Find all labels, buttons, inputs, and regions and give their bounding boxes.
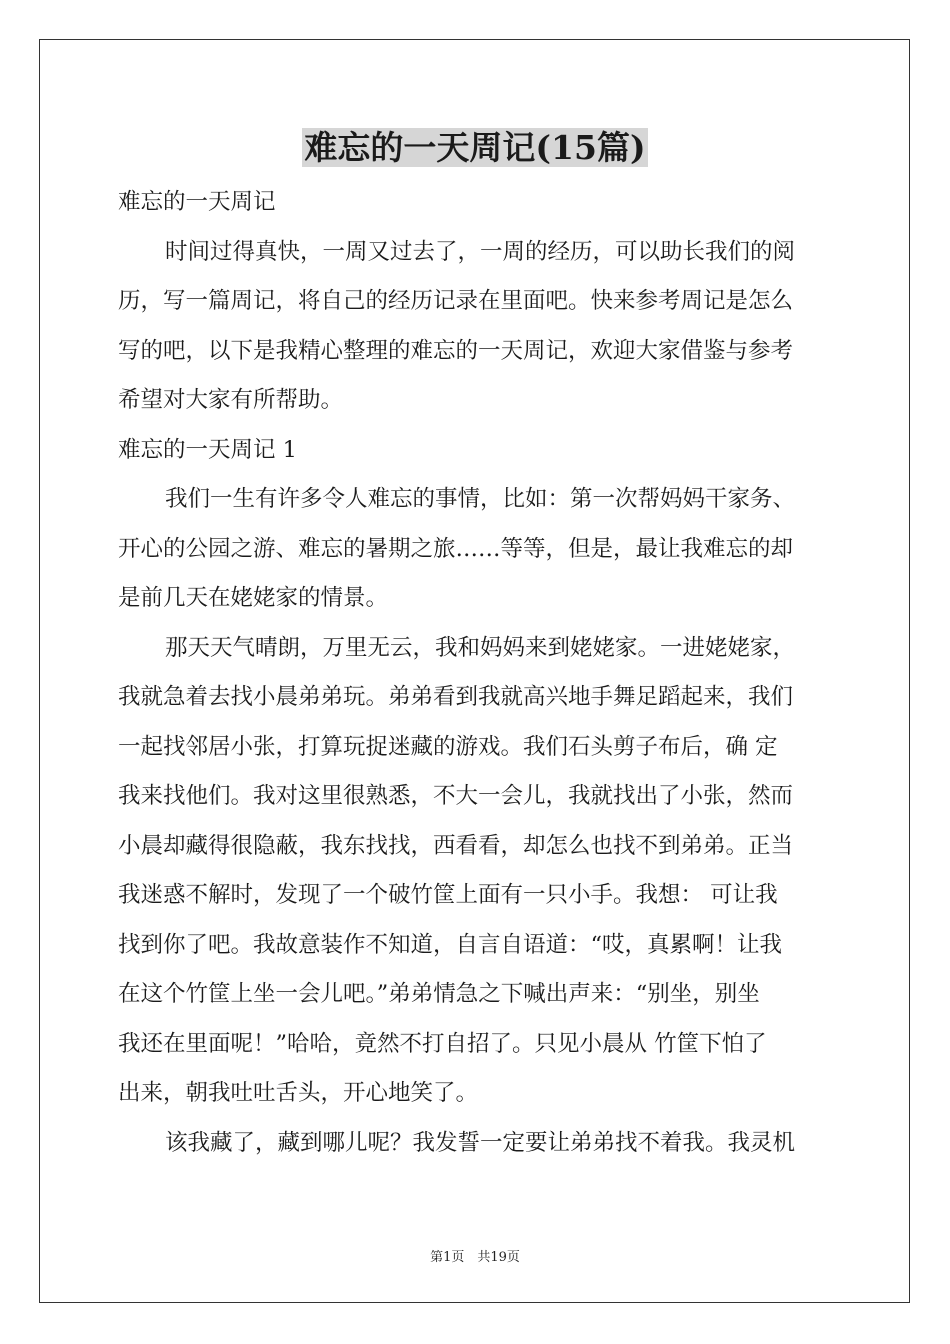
paragraph-line: 一起找邻居小张，打算玩捉迷藏的游戏。我们石头剪子布后，确 定: [118, 733, 778, 760]
document-body: [118, 178, 836, 1168]
paragraph-line: 是前几天在姥姥家的情景。: [118, 585, 389, 611]
document-title: [0, 126, 950, 170]
paragraph-line: 出来，朝我吐吐舌头，开心地笑了。: [118, 1080, 479, 1106]
section-heading-line: 难忘的一天周记 1: [118, 436, 297, 463]
paragraph-line: 我就急着去找小晨弟弟玩。弟弟看到我就高兴地手舞足蹈起来，我们: [118, 684, 794, 710]
paragraph-line: 小晨却藏得很隐蔽，我东找找，西看看，却怎么也找不到弟弟。正当: [118, 832, 794, 859]
paragraph-line: 我们一生有许多令人难忘的事情，比如：第一次帮妈妈干家务、: [165, 486, 796, 512]
page-footer: 第1页 共19页: [430, 1250, 520, 1265]
paragraph-line: 在这个竹筐上坐一会儿吧。”弟弟情急之下喊出声来：“别坐，别坐: [118, 981, 760, 1007]
document-title-text: 难忘的一天周记(15篇): [304, 128, 646, 167]
heading-line: 难忘的一天周记: [118, 189, 276, 215]
paragraph-line: 我迷惑不解时，发现了一个破竹筐上面有一只小手。我想： 可让我: [118, 882, 778, 908]
paragraph-line: 历，写一篇周记，将自己的经历记录在里面吧。快来参考周记是怎么: [118, 288, 794, 314]
paragraph-line: 该我藏了，藏到哪儿呢？我发誓一定要让弟弟找不着我。我灵机: [165, 1129, 796, 1156]
paragraph-line: 时间过得真快，一周又过去了，一周的经历，可以助长我们的阅: [165, 238, 796, 265]
paragraph-line: 希望对大家有所帮助。: [118, 387, 344, 413]
paragraph-line: 我还在里面呢！”哈哈，竟然不打自招了。只见小晨从 竹筐下怕了: [118, 1030, 767, 1057]
paragraph-line: 那天天气晴朗，万里无云，我和妈妈来到姥姥家。一进姥姥家，: [165, 634, 796, 661]
paragraph-line: 写的吧，以下是我精心整理的难忘的一天周记，欢迎大家借鉴与参考: [118, 337, 794, 364]
paragraph-line: 找到你了吧。我故意装作不知道，自言自语道：“哎，真累啊！让我: [118, 931, 783, 958]
paragraph-line: 开心的公园之游、难忘的暑期之旅……等等，但是，最让我难忘的却: [118, 535, 794, 562]
paragraph-line: 我来找他们。我对这里很熟悉，不大一会儿，我就找出了小张，然而: [118, 783, 794, 809]
